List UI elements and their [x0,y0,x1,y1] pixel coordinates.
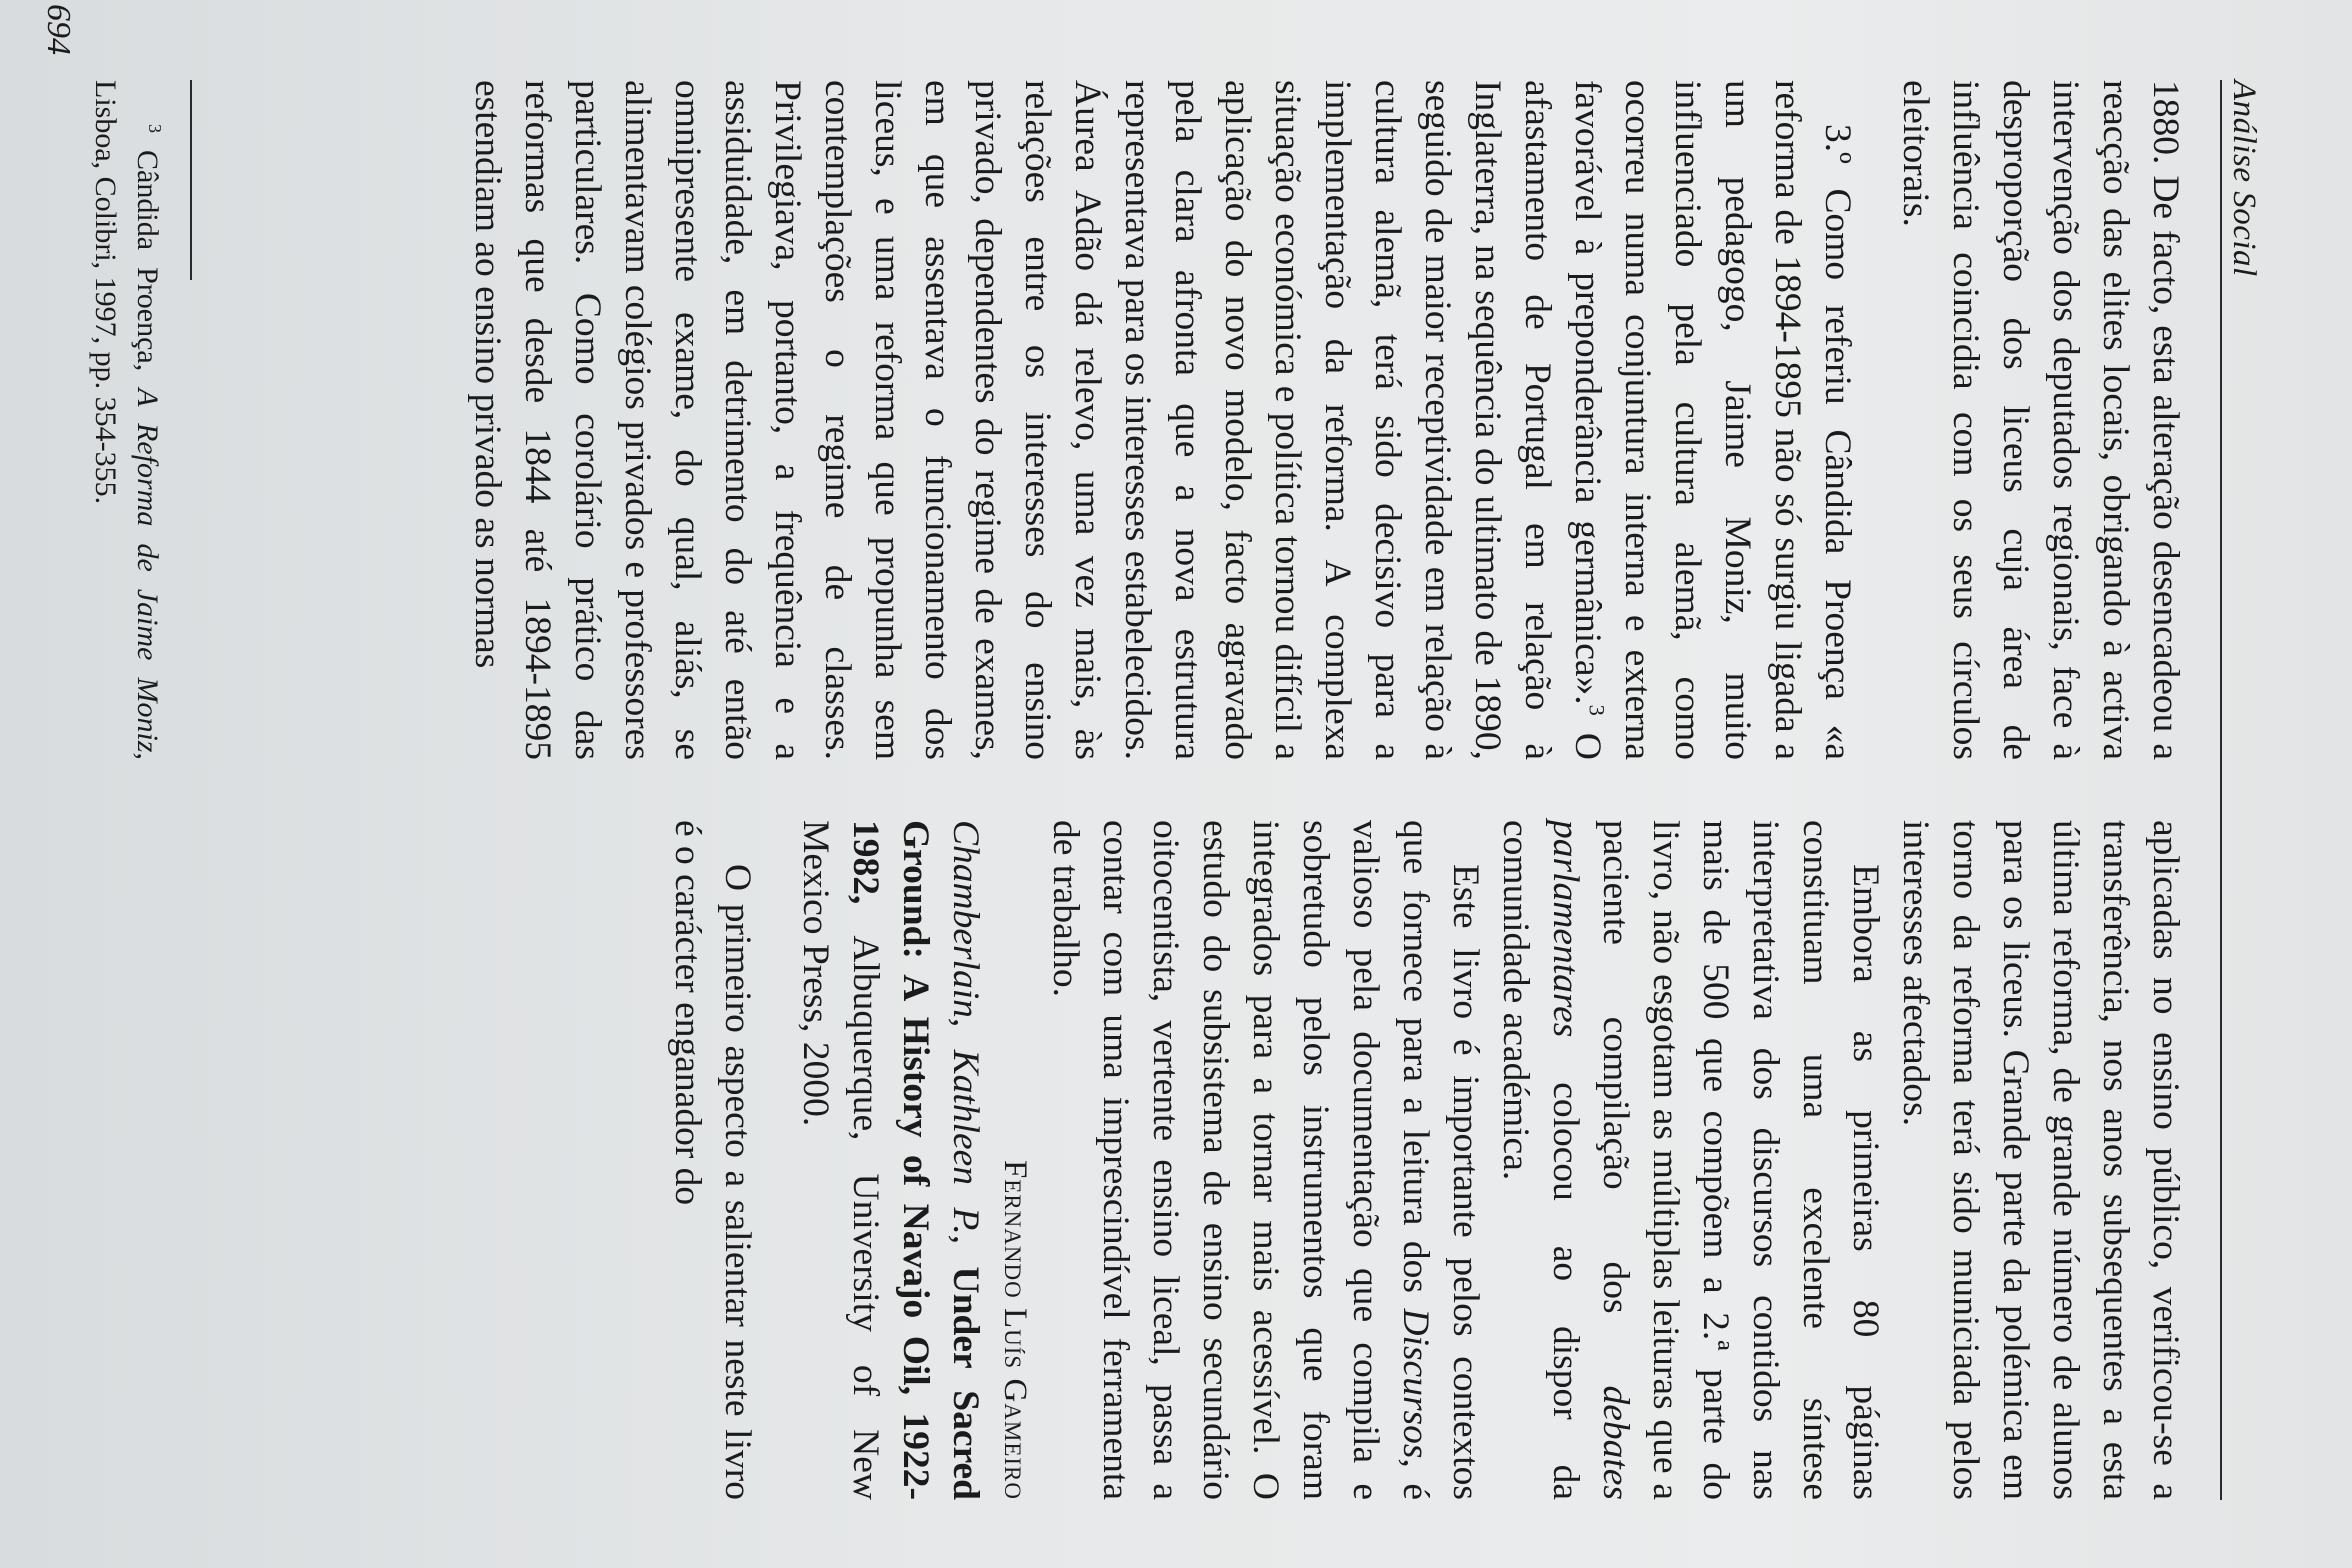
right-paragraph-1 [1890,820,2190,1500]
right-paragraph-4-text: O primeiro aspecto a salientar neste livro é o carácter enganador do [667,820,758,1500]
running-header [2220,80,2262,1500]
journal-title: Análise Social [2226,80,2262,277]
left-paragraph-2 [462,80,1862,760]
right-paragraph-3-text-a: Este livro é importante pelos contextos que fornece para a leitura dos [1395,820,1486,1500]
right-paragraph-4 [662,820,762,1500]
right-paragraph-2-text: Embora as primeiras 80 páginas constituam uma excelente síntese interpretativa dos discursos contidos nas mais de 500 que compõem a 2.ª parte do livro, não esgotam as múltiplas leituras que a paciente compilação dos [1595,820,1886,1500]
footnote-text-b: , Lisboa, Colibri, 1997, pp. 354-355. [89,80,164,760]
right-paragraph-3-text-b: , é valioso pela documentação que compila e sobretudo pelos instrumentos que foram integrados para a tornar mais acessível. O estudo do subsistema de ensino secundário oitocentista, vertente ensino liceal, passa a contar com uma imprescindível ferramenta de trabalho. [1045,820,1436,1500]
right-paragraph-3 [1040,820,1490,1500]
review-citation [790,820,990,1500]
review-title: Under Sacred Ground: A History of Navajo Oil, 1922-1982, [845,820,986,1500]
review-signature: Fernando Luís Gameiro [997,1159,1033,1500]
footnote-number: 3 [145,124,165,133]
left-paragraph-2-continuation: O afastamento de Portugal em relação à Inglaterra, na sequência do ultimato de 1890, seguido de maior receptividade em relação à cultura alemã, terá sido decisivo para a implementação da reforma. A complexa situação económica e política tornou difícil a aplicação do novo modelo, facto agravado pela clara afronta que a nova estrutura representava para os interesses estabelecidos. Áurea Adão dá relevo, uma vez mais, às relações entre os interesses do ensino privado, dependentes do regime de exames, em que assentava o funcionamento dos liceus, e uma reforma que propunha sem contemplações o regime de classes. Privilegiava, portanto, a frequência e a assiduidade, em detrimento do até então omnipresente exame, do qual, aliás, se alimentavam colégios privados e professores particulares. Como corolário prático das reformas que desde 1844 até 1894-1895 estendiam ao ensino privado as normas [467,80,1608,760]
left-paragraph-1-text: 1880. De facto, esta alteração desencadeou a reacção das elites locais, obrigando à activa intervenção dos deputados regionais, face à desproporção dos liceus cuja área de influência coincidia com os seus círculos eleitorais. [1895,80,2186,760]
review-author: Chamberlain, Kathleen P., [945,820,986,1245]
left-column [462,80,2190,760]
left-paragraph-1 [1890,80,2190,760]
footnote-rule [190,80,192,280]
review-publication: Albuquerque, University of New Mexico Press, 2000. [795,820,886,1500]
right-paragraph-2 [1490,820,1890,1500]
right-paragraph-3-italic: Discursos [1395,1308,1436,1459]
right-paragraph-1-text: aplicadas no ensino público, verificou-se a transferência, nos anos subsequentes a esta última reforma, de grande número de alunos para os liceus. Grande parte da polémica em torno da reforma terá sido municiada pelos interesses afectados. [1895,820,2186,1500]
right-paragraph-2-end: colocou ao dispor da comunidade académica. [1495,820,1586,1500]
footnote [84,80,168,760]
left-paragraph-2-text: 3.º Como referiu Cândida Proença «a reforma de 1894-1895 não só surgiu ligada a um pedagogo, Jaime Moniz, muito influenciado pela cultura alemã, como ocorreu numa conjuntura interna e externa favorável à preponderância germânica». [1567,80,1858,760]
footnote-reference: 3 [1584,704,1610,716]
footnote-text-a: Cândida Proença, [131,133,164,389]
page-number: 694 [40,4,77,55]
right-column [662,820,2190,1500]
right-paragraph-2-italic: debates parlamentares [1545,820,1636,1500]
footnote-italic-title: A Reforma de Jaime Moniz [131,388,164,753]
